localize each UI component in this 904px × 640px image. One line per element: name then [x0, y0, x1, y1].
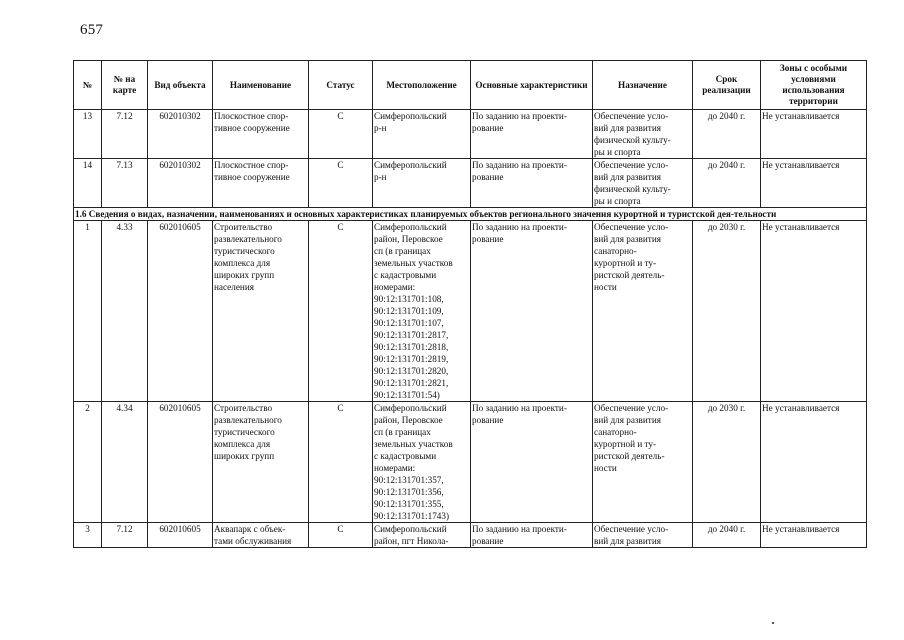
cell-map-num: 4.33	[102, 221, 148, 402]
cell-status: С	[309, 110, 373, 159]
table-row	[74, 523, 867, 548]
cell-map-num: 7.12	[102, 110, 148, 159]
scan-speck	[772, 622, 774, 624]
cell-characteristics: По заданию на проекти- рование	[471, 159, 593, 208]
cell-object-type: 602010302	[148, 110, 213, 159]
cell-purpose: Обеспечение усло- вий для развития санаторно- курортной и ту- ристской деятель- ности	[593, 221, 693, 402]
cell-characteristics: По заданию на проекти- рование	[471, 402, 593, 523]
cell-object-type: 602010605	[148, 402, 213, 523]
cell-name: Строительство развлекательного туристического комплекса для широких групп	[213, 402, 309, 523]
cell-zones: Не устанавливается	[761, 159, 867, 208]
cell-term: до 2040 г.	[693, 159, 761, 208]
table-row	[74, 110, 867, 159]
header-zones: Зоны с особыми условиями использования территории	[761, 61, 867, 110]
table-row	[74, 402, 867, 523]
cell-status: С	[309, 159, 373, 208]
document-table-container	[73, 60, 866, 548]
header-term: Срок реализации	[693, 61, 761, 110]
cell-purpose: Обеспечение усло- вий для развития физической культу- ры и спорта	[593, 110, 693, 159]
cell-status: С	[309, 221, 373, 402]
cell-purpose: Обеспечение усло- вий для развития физической культу- ры и спорта	[593, 159, 693, 208]
cell-purpose: Обеспечение усло- вий для развития санаторно- курортной и ту- ристской деятель- ности	[593, 402, 693, 523]
cell-object-type: 602010605	[148, 523, 213, 548]
table-row	[74, 221, 867, 402]
cell-num: 3	[74, 523, 102, 548]
header-status: Статус	[309, 61, 373, 110]
cell-location: Симферопольский район, Перовское сп (в границах земельных участков с кадастровыми номерами: 90:12:131701:357, 90:12:131701:356, 90:12:131701:355, 90:12:131701:1743)	[373, 402, 471, 523]
cell-map-num: 7.13	[102, 159, 148, 208]
section-row	[74, 208, 867, 221]
cell-map-num: 4.34	[102, 402, 148, 523]
section-title: 1.6 Сведения о видах, назначении, наименованиях и основных характеристиках планируемых объектов регионального значения курортной и туристской дея-тельности	[74, 208, 867, 221]
header-location: Местоположение	[373, 61, 471, 110]
cell-term: до 2040 г.	[693, 110, 761, 159]
cell-term: до 2030 г.	[693, 221, 761, 402]
cell-characteristics: По заданию на проекти- рование	[471, 221, 593, 402]
header-map-num: № на карте	[102, 61, 148, 110]
header-characteristics: Основные характеристики	[471, 61, 593, 110]
table-header-row	[74, 61, 867, 110]
cell-num: 1	[74, 221, 102, 402]
cell-purpose: Обеспечение усло- вий для развития	[593, 523, 693, 548]
cell-status: С	[309, 523, 373, 548]
cell-zones: Не устанавливается	[761, 221, 867, 402]
cell-zones: Не устанавливается	[761, 110, 867, 159]
cell-location: Симферопольский р-н	[373, 110, 471, 159]
cell-characteristics: По заданию на проекти- рование	[471, 523, 593, 548]
page-number: 657	[80, 22, 104, 38]
cell-map-num: 7.12	[102, 523, 148, 548]
cell-location: Симферопольский район, Перовское сп (в границах земельных участков с кадастровыми номерами: 90:12:131701:108, 90:12:131701:109, 90:12:131701:107, 90:12:131701:2817, 90:12:131701:2818, 90:12:131701:2819, 90:12:131701:2820, 90:12:131701:2821, 90:12:131701:54)	[373, 221, 471, 402]
cell-location: Симферопольский р-н	[373, 159, 471, 208]
cell-status: С	[309, 402, 373, 523]
cell-num: 2	[74, 402, 102, 523]
header-purpose: Назначение	[593, 61, 693, 110]
cell-term: до 2030 г.	[693, 402, 761, 523]
cell-characteristics: По заданию на проекти- рование	[471, 110, 593, 159]
header-object-type: Вид объекта	[148, 61, 213, 110]
cell-object-type: 602010605	[148, 221, 213, 402]
cell-num: 13	[74, 110, 102, 159]
objects-table	[73, 60, 867, 548]
cell-name: Плоскостное спор- тивное сооружение	[213, 159, 309, 208]
cell-name: Строительство развлекательного туристического комплекса для широких групп населения	[213, 221, 309, 402]
cell-zones: Не устанавливается	[761, 402, 867, 523]
cell-object-type: 602010302	[148, 159, 213, 208]
cell-zones: Не устанавливается	[761, 523, 867, 548]
cell-name: Аквапарк с объек- тами обслуживания	[213, 523, 309, 548]
table-row	[74, 159, 867, 208]
header-name: Наименование	[213, 61, 309, 110]
cell-name: Плоскостное спор- тивное сооружение	[213, 110, 309, 159]
cell-location: Симферопольский район, пгт Никола-	[373, 523, 471, 548]
cell-num: 14	[74, 159, 102, 208]
header-num: №	[74, 61, 102, 110]
cell-term: до 2040 г.	[693, 523, 761, 548]
